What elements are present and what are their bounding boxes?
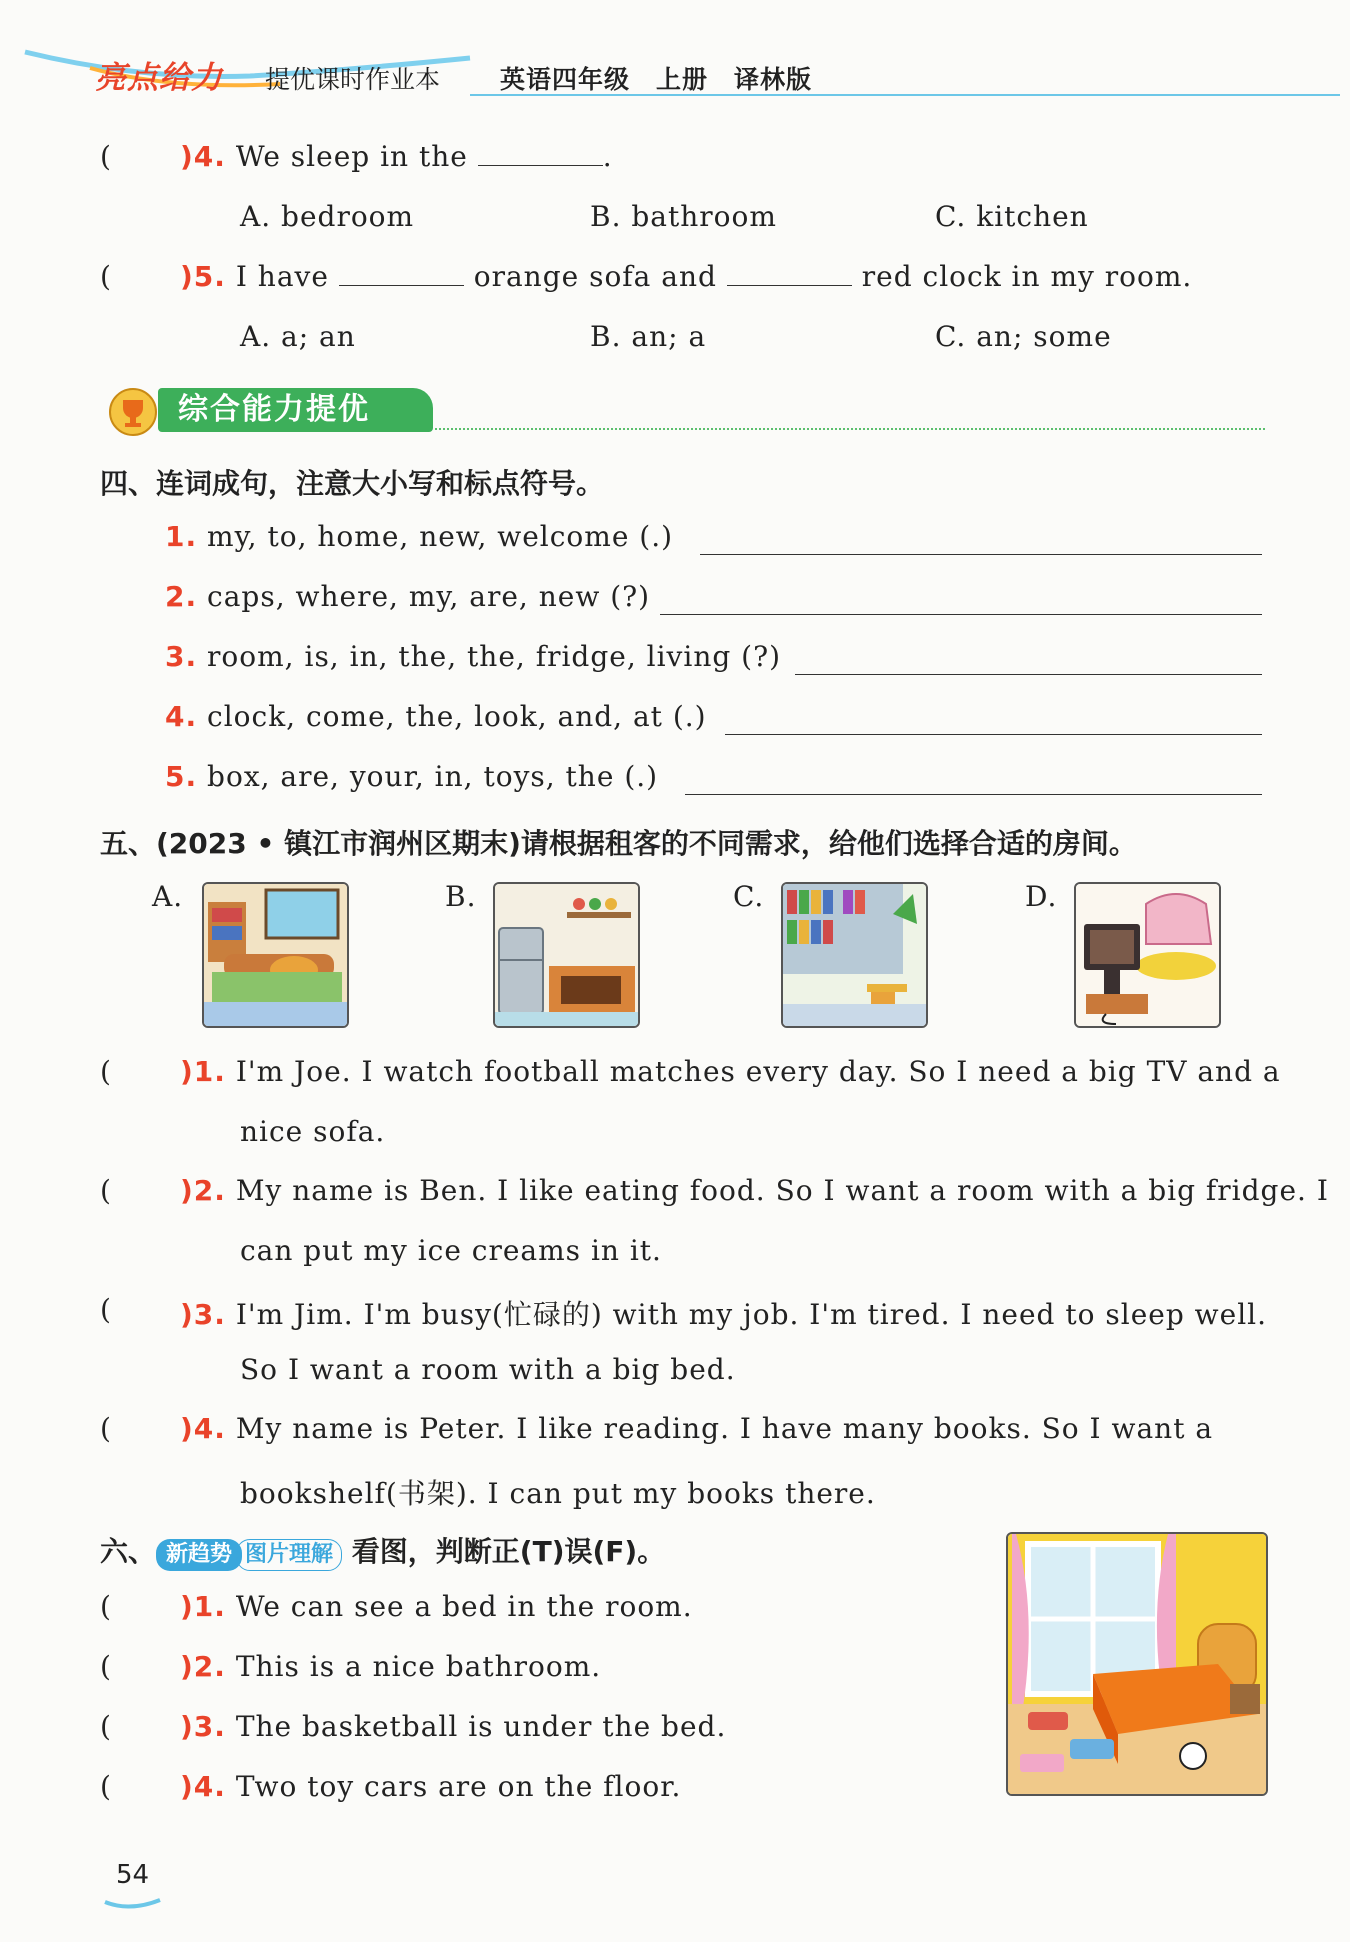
item-words: room, is, in, the, the, fridge, living (?)	[207, 640, 782, 673]
answer-paren: (	[100, 1590, 111, 1623]
item-text: Two toy cars are on the floor.	[235, 1770, 682, 1803]
question-text-mid: orange sofa and	[473, 260, 717, 293]
answer-blank[interactable]	[478, 141, 603, 166]
item-number: )4.	[180, 1770, 226, 1803]
answer-paren: (	[100, 1174, 111, 1207]
living-room-picture	[1076, 884, 1219, 1026]
section-banner-title: 综合能力提优	[178, 392, 370, 427]
reorder-item-5	[165, 760, 658, 793]
picture-label-c: C.	[733, 880, 765, 913]
bedroom-scene-picture	[1006, 1532, 1268, 1796]
study-picture	[783, 884, 926, 1026]
tenant-item-3	[180, 1293, 1267, 1333]
item-number: )3.	[180, 1298, 226, 1331]
reorder-item-2	[165, 580, 650, 613]
tf-item-3	[180, 1710, 726, 1743]
header-brand: 亮点给力	[95, 60, 223, 96]
item-number: )2.	[180, 1650, 226, 1683]
item-words: my, to, home, new, welcome (.)	[207, 520, 674, 553]
question-text-end: red clock in my room.	[861, 260, 1193, 293]
header-book-info: 英语四年级 上册 译林版	[500, 65, 813, 94]
question-text: I have	[235, 260, 329, 293]
bedroom-picture	[204, 884, 347, 1026]
item-text: My name is Ben. I like eating food. So I want a room with a big fridge. I	[235, 1174, 1329, 1207]
answer-paren: (	[100, 260, 111, 293]
section6-title: 看图，判断正(T)误(F)。	[351, 1535, 666, 1568]
question-text: We sleep in the	[235, 140, 468, 173]
section5-title: 五、(2023 • 镇江市润州区期末)请根据租客的不同需求，给他们选择合适的房间。	[100, 827, 1137, 860]
tenant-item-1	[180, 1055, 1281, 1088]
option-c: C. kitchen	[935, 200, 1089, 233]
tenant-item-1-cont: nice sofa.	[240, 1115, 386, 1148]
item-number: 5.	[165, 760, 198, 793]
tf-item-2	[180, 1650, 601, 1683]
section4-title: 四、连词成句，注意大小写和标点符号。	[100, 467, 605, 500]
answer-line[interactable]	[700, 552, 1262, 555]
item-words: caps, where, my, are, new (?)	[207, 580, 651, 613]
header-divider	[470, 94, 1340, 96]
answer-paren: (	[100, 1710, 111, 1743]
answer-line[interactable]	[685, 792, 1262, 795]
item-number: )4.	[180, 1412, 226, 1445]
room-picture-c	[781, 882, 928, 1028]
answer-paren: (	[100, 1412, 111, 1445]
section6-title-row	[100, 1530, 665, 1571]
room-picture-a	[202, 882, 349, 1028]
item-number: 3.	[165, 640, 198, 673]
answer-paren: (	[100, 1650, 111, 1683]
item-words: clock, come, the, look, and, at (.)	[207, 700, 707, 733]
answer-line[interactable]	[725, 732, 1262, 735]
answer-line[interactable]	[660, 612, 1262, 615]
item-number: 1.	[165, 520, 198, 553]
picture-label-a: A.	[152, 880, 184, 913]
item-text: I'm Joe. I watch football matches every day. So I need a big TV and a	[235, 1055, 1281, 1088]
item-number: )2.	[180, 1174, 226, 1207]
answer-paren: (	[100, 1770, 111, 1803]
page-number: 54	[116, 1860, 150, 1890]
section-banner	[158, 388, 433, 432]
room-picture-b	[493, 882, 640, 1028]
question-number: )4.	[180, 140, 226, 173]
kitchen-picture	[495, 884, 638, 1026]
question-text-end: .	[602, 140, 613, 173]
answer-line[interactable]	[795, 672, 1262, 675]
picture-understanding-badge: 图片理解	[236, 1539, 342, 1571]
reorder-item-1	[165, 520, 673, 553]
tenant-item-2	[180, 1174, 1329, 1207]
picture-label-b: B.	[445, 880, 477, 913]
item-number: 4.	[165, 700, 198, 733]
answer-paren: (	[100, 1293, 111, 1326]
tenant-item-4-cont: bookshelf(书架). I can put my books there.	[240, 1477, 876, 1510]
tenant-item-3-cont: So I want a room with a big bed.	[240, 1353, 736, 1386]
new-trend-badge: 新趋势	[156, 1539, 242, 1571]
tenant-item-2-cont: can put my ice creams in it.	[240, 1234, 662, 1267]
tf-item-4	[180, 1770, 681, 1803]
item-text: I'm Jim. I'm busy(忙碌的) with my job. I'm tired. I need to sleep well.	[235, 1298, 1268, 1331]
item-text: This is a nice bathroom.	[235, 1650, 602, 1683]
item-number: )1.	[180, 1590, 226, 1623]
mc-question-4	[180, 140, 613, 173]
answer-blank[interactable]	[727, 261, 852, 286]
item-text: The basketball is under the bed.	[235, 1710, 727, 1743]
mc-question-5	[180, 260, 1192, 293]
header-subtitle: 提优课时作业本	[265, 65, 441, 94]
banner-divider	[435, 428, 1265, 430]
reorder-item-3	[165, 640, 781, 673]
answer-paren: (	[100, 140, 111, 173]
picture-label-d: D.	[1025, 880, 1058, 913]
item-words: box, are, your, in, toys, the (.)	[207, 760, 659, 793]
option-a: A. a; an	[240, 320, 356, 353]
trophy-icon	[105, 386, 165, 438]
item-text: We can see a bed in the room.	[235, 1590, 693, 1623]
answer-blank[interactable]	[339, 261, 464, 286]
item-number: )3.	[180, 1710, 226, 1743]
item-text: My name is Peter. I like reading. I have many books. So I want a	[235, 1412, 1214, 1445]
answer-paren: (	[100, 1055, 111, 1088]
option-c: C. an; some	[935, 320, 1112, 353]
item-number: 2.	[165, 580, 198, 613]
question-number: )5.	[180, 260, 226, 293]
option-b: B. bathroom	[590, 200, 777, 233]
option-a: A. bedroom	[240, 200, 415, 233]
page-number-badge	[100, 1860, 150, 1900]
bedroom-scene	[1008, 1534, 1266, 1794]
tenant-item-4	[180, 1412, 1213, 1445]
section6-prefix: 六、	[100, 1535, 157, 1568]
tf-item-1	[180, 1590, 693, 1623]
room-picture-d	[1074, 882, 1221, 1028]
option-b: B. an; a	[590, 320, 707, 353]
reorder-item-4	[165, 700, 707, 733]
item-number: )1.	[180, 1055, 226, 1088]
